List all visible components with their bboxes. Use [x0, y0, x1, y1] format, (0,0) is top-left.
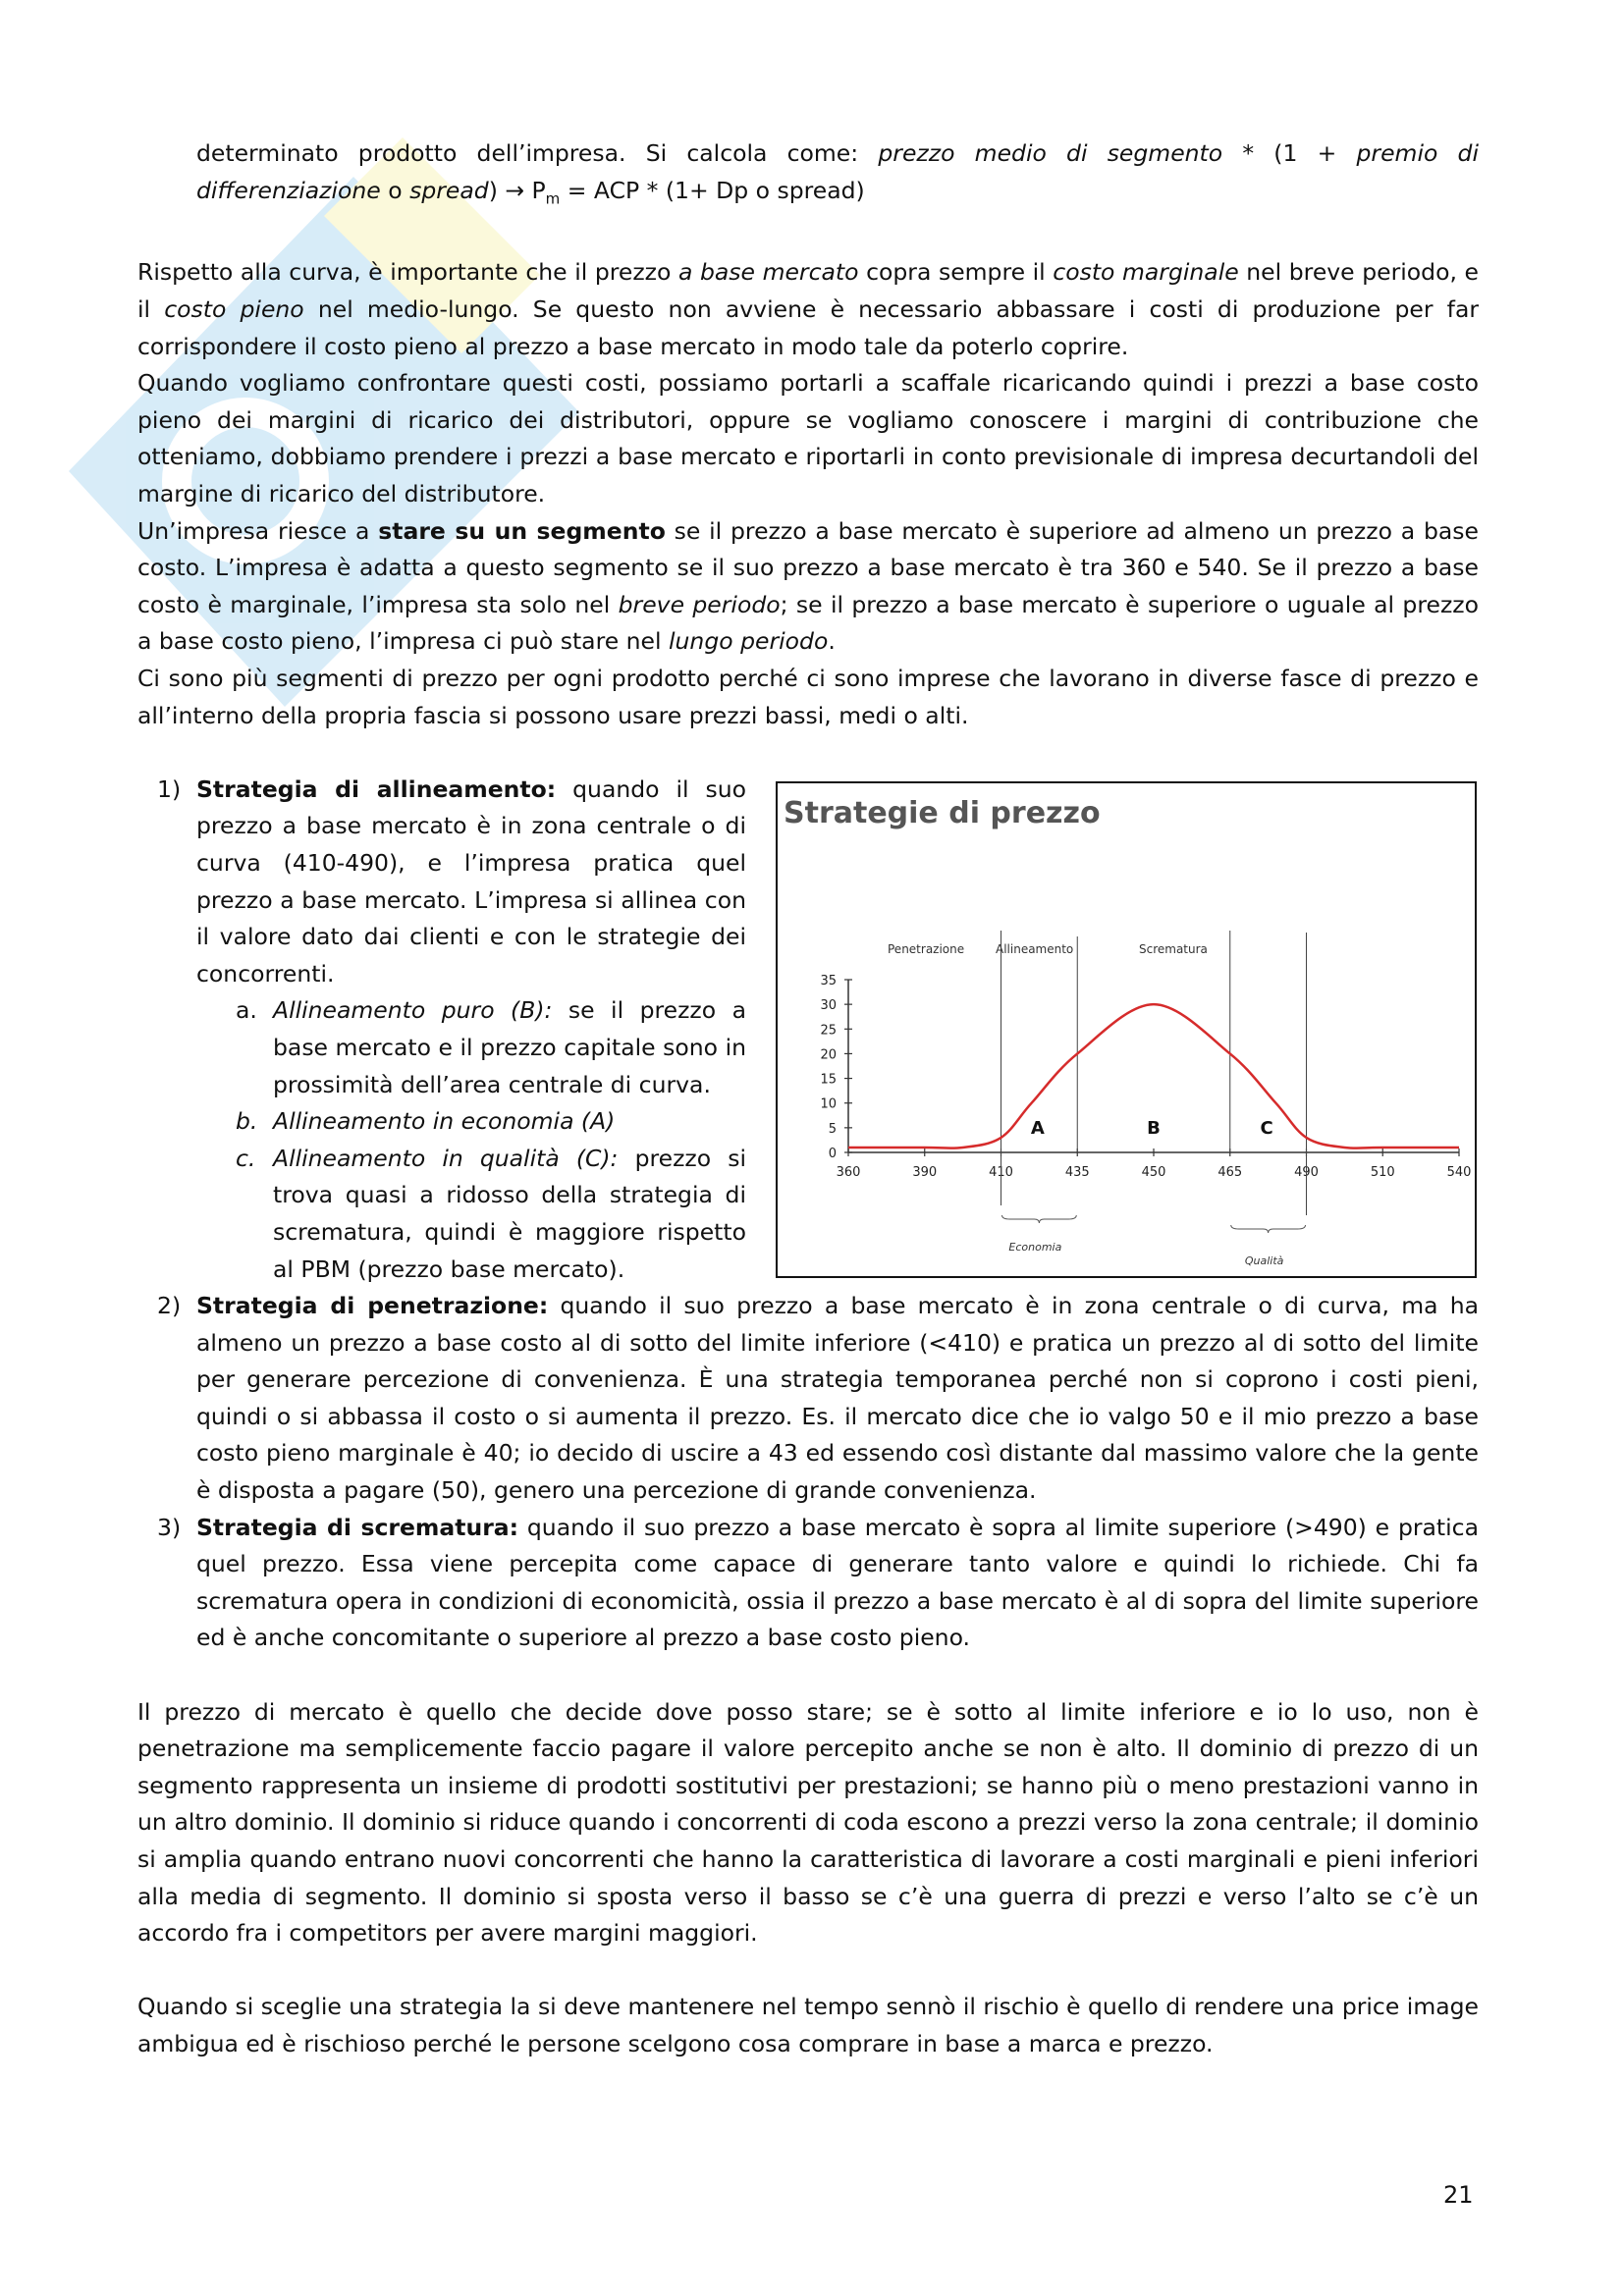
- sublist-title: Allineamento puro (B):: [273, 996, 553, 1025]
- list-item-text: quando il suo prezzo a base mercato è in zona centrale o di curva, ma ha almeno un prezzo a base costo al di sotto del limite inferiore (<410) e pratica un prezzo al di sotto del limite per generare percezione di convenienza. È una strategia temporanea perché non si coprono i costi pieni, quindi o si abbassa il costo o si aumenta il prezzo. Es. il mercato dice che io valgo 50 e il mio prezzo a base costo pieno marginale è 40; io decido di uscire a 43 ed essendo così distante dal massimo valore che la gente è disposta a pagare (50), genero una percezione di grande convenienza.: [196, 1292, 1479, 1505]
- italic-term: lungo periodo: [669, 627, 829, 656]
- formula: = ACP * (1+ Dp o spread): [560, 176, 865, 204]
- zone-label: Scrematura: [1139, 942, 1208, 956]
- italic-term: costo marginale: [1053, 258, 1239, 287]
- sublist-text: se il prezzo a base mercato e il prezzo capitale sono in prossimità dell’area centrale di curva.: [273, 996, 747, 1098]
- text: ; se il prezzo a base mercato è superiore o uguale al prezzo a base costo pieno, l’impresa ci può stare nel: [137, 590, 1479, 656]
- list-number: 1): [157, 774, 182, 803]
- region-label: A: [1030, 1117, 1045, 1139]
- list-item-title: Strategia di scrematura:: [196, 1513, 519, 1541]
- italic-term: premio di differenziazione: [196, 139, 1479, 204]
- x-tick-label: 510: [1370, 1165, 1395, 1180]
- y-tick-label: 20: [820, 1047, 837, 1063]
- bracket: [1231, 1225, 1306, 1233]
- text: * (1 +: [1222, 139, 1357, 167]
- zone-label: Allineamento: [996, 942, 1074, 956]
- text: copra sempre il: [858, 258, 1054, 287]
- sublist-item-c: [137, 1141, 746, 1288]
- x-tick-label: 410: [989, 1165, 1013, 1180]
- text: o: [380, 176, 410, 204]
- region-label: C: [1260, 1117, 1273, 1139]
- formula: ) → P: [488, 176, 546, 204]
- sublist-title: Allineamento in qualità (C):: [273, 1144, 619, 1172]
- text: Rispetto alla curva, è importante che il prezzo: [137, 258, 678, 287]
- paragraph-curva: [137, 254, 1479, 365]
- list-item-title: Strategia di penetrazione:: [196, 1292, 549, 1320]
- region-label: B: [1147, 1117, 1161, 1139]
- y-tick-label: 25: [820, 1023, 837, 1039]
- italic-term: prezzo medio di segmento: [878, 139, 1223, 167]
- y-tick-label: 0: [828, 1147, 837, 1161]
- list-item-penetrazione: [137, 1288, 1479, 1510]
- paragraph-segmenti-prezzo: Ci sono più segmenti di prezzo per ogni prodotto perché ci sono imprese che lavorano in diverse fasce di prezzo e all’interno della propria fascia si possono usare prezzi bassi, medi o alti.: [137, 665, 1479, 729]
- italic-term: a base mercato: [677, 258, 859, 287]
- x-tick-label: 465: [1217, 1165, 1243, 1180]
- sublist-text: prezzo si trova quasi a ridosso della strategia di scrematura, quindi è maggiore rispetto al PBM (prezzo base mercato).: [273, 1144, 746, 1283]
- x-tick-label: 450: [1141, 1165, 1166, 1180]
- paragraph-price-image: Quando si sceglie una strategia la si deve mantenere nel tempo sennò il rischio è quello di rendere una price image ambigua ed è rischioso perché le persone scelgono cosa comprare in base a marca e prezzo.: [137, 1993, 1479, 2057]
- list-item-allineamento: [137, 772, 746, 993]
- y-tick-label: 10: [820, 1096, 837, 1112]
- x-tick-label: 490: [1294, 1165, 1319, 1180]
- list-item-text: quando il suo prezzo a base mercato è sopra al limite superiore (>490) e pratica quel prezzo. Essa viene percepita come capace di generare tanto valore e quindi lo richiede. Chi fa scrematura opera in condizioni di economicità, ossia il prezzo a base mercato è al di sopra del limite superiore ed è anche concomitante o superiore al prezzo a base costo pieno.: [196, 1513, 1479, 1652]
- y-tick-label: 5: [828, 1121, 837, 1137]
- x-tick-label: 360: [836, 1165, 861, 1180]
- sublist-item-a: [137, 992, 746, 1103]
- y-tick-label: 35: [820, 974, 837, 988]
- sublist-letter: c.: [236, 1144, 256, 1172]
- y-tick-label: 15: [820, 1072, 837, 1088]
- paragraph-dominio: Il prezzo di mercato è quello che decide dove posso stare; se è sotto al limite inferiore e io lo uso, non è penetrazione ma semplicemente faccio pagare il valore percepito anche se non è alto. Il dominio di prezzo di un segmento rappresenta un insieme di prodotti sostitutivi per prestazioni; se hanno più o meno prestazioni vanno in un altro dominio. Il dominio si riduce quando i concorrenti di coda escono a prezzi verso la zona centrale; il dominio si amplia quando entrano nuovi concorrenti che hanno la caratteristica di lavorare a costi marginali e pieni inferiori alla media di segmento. Il dominio si sposta verso il basso se c’è una guerra di prezzi e verso l’alto se c’è un accordo fra i competitors per avere margini maggiori.: [137, 1697, 1479, 1948]
- x-tick-label: 435: [1064, 1165, 1090, 1180]
- bracket: [1002, 1215, 1077, 1223]
- bracket-label: Qualità: [1244, 1255, 1284, 1267]
- italic-term: breve periodo: [618, 590, 781, 618]
- sublist-letter: b.: [236, 1107, 258, 1136]
- text: .: [828, 627, 836, 656]
- text: se il prezzo a base mercato è superiore ad almeno un prezzo a base costo. L’impresa è adatta a questo segmento se il suo prezzo a base mercato è tra 360 e 540. Se il prezzo a base costo è marginale, l’impresa sta solo nel: [137, 516, 1480, 618]
- list-item-title: Strategia di allineamento:: [196, 774, 557, 803]
- formula-subscript: m: [545, 189, 561, 208]
- price-strategy-chart: [778, 783, 1475, 1276]
- page-number: 21: [1443, 2181, 1474, 2209]
- y-tick-label: 30: [820, 998, 837, 1014]
- list-number: 2): [157, 1292, 182, 1320]
- italic-term: spread: [409, 176, 489, 204]
- text: nel breve periodo, e il: [137, 258, 1479, 324]
- text: nel medio-lungo. Se questo non avviene è necessario abbassare i costi di produzione per far corrispondere il costo pieno al prezzo a base mercato in modo tale da poterlo coprire.: [137, 295, 1480, 360]
- list-item-text: quando il suo prezzo a base mercato è in zona centrale o di curva (410-490), e l’impresa pratica quel prezzo a base mercato. L’impresa si allinea con il valore dato dai clienti e con le strategie dei concorrenti.: [196, 774, 746, 988]
- italic-term: costo pieno: [164, 295, 304, 324]
- paragraph-segmento: [137, 513, 1479, 661]
- sublist-letter: a.: [236, 996, 257, 1025]
- text: Un’impresa riesce a: [137, 516, 379, 545]
- list-number: 3): [157, 1513, 182, 1541]
- bracket-label: Economia: [1008, 1241, 1062, 1254]
- text: determinato prodotto dell’impresa. Si calcola come:: [196, 139, 879, 167]
- chart-figure: [776, 781, 1477, 1278]
- document-page: [137, 135, 1479, 2063]
- paragraph-confronto-costi: Quando vogliamo confrontare questi costi, possiamo portarli a scaffale ricaricando quindi i prezzi a base costo pieno dei margini di ricarico dei distributori, oppure se vogliamo conoscere i margini di contribuzione che otteniamo, dobbiamo prendere i prezzi a base mercato e riportarli in conto previsionale di impresa decurtandoli del margine di ricarico del distributore.: [137, 369, 1479, 508]
- intro-paragraph: [137, 135, 1479, 218]
- bold-term: stare su un segmento: [378, 516, 666, 545]
- sublist-item-b: [137, 1103, 746, 1141]
- x-tick-label: 390: [912, 1165, 938, 1180]
- x-tick-label: 540: [1446, 1165, 1472, 1180]
- zone-label: Penetrazione: [888, 942, 965, 956]
- list-item-scrematura: [137, 1510, 1479, 1657]
- chart-title: Strategie di prezzo: [784, 796, 1101, 830]
- sublist-title: Allineamento in economia (A): [273, 1107, 616, 1136]
